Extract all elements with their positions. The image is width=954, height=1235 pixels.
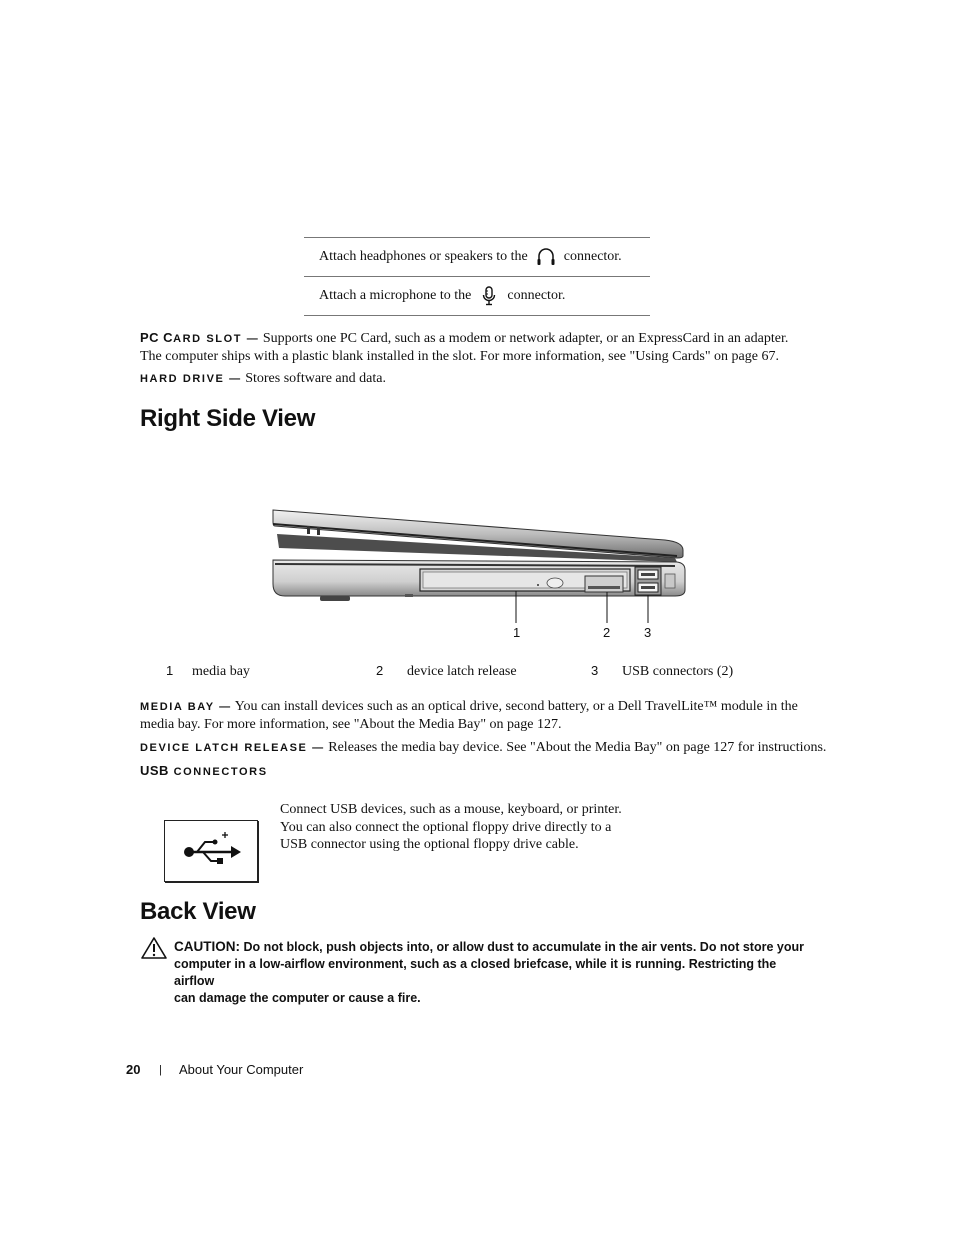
caution-notice (174, 938, 814, 1007)
pc-card-text-2: The computer ships with a plastic blank installed in the slot. For more information, see "Using Cards" on page 67. (140, 349, 779, 364)
caution-label: CAUTION: (174, 939, 240, 954)
pc-card-text-1: Supports one PC Card, such as a modem or network adapter, or an ExpressCard in an adapter. (262, 331, 789, 346)
footer-separator: | (159, 1064, 162, 1076)
legend-item-2: 2 device latch release (376, 663, 517, 679)
media-bay-text-2: media bay. For more information, see "About the Media Bay" on page 127. (140, 717, 562, 732)
device-latch-text: Releases the media bay device. See "About the Media Bay" on page 127 for instructions. (328, 740, 827, 755)
hard-drive-text: Stores software and data. (245, 371, 386, 386)
headphone-row-suffix: connector. (563, 249, 622, 264)
microphone-icon (478, 285, 500, 307)
pc-card-paragraph (140, 329, 820, 366)
caution-warning-icon (140, 936, 168, 960)
caution-text-3: can damage the computer or cause a fire. (174, 991, 421, 1005)
headphone-row (304, 237, 650, 276)
usb-description-line-3: USB connector using the optional floppy drive cable. (280, 837, 579, 852)
laptop-right-side-illustration (265, 500, 695, 635)
page-number: 20 (126, 1062, 141, 1077)
right-side-view-heading: Right Side View (140, 405, 316, 432)
usb-icon (165, 821, 257, 881)
connector-table (304, 237, 650, 316)
pc-card-term: PC CARD SLOT — (140, 330, 260, 345)
usb-icon-box (164, 820, 258, 882)
callout-3: 3 (644, 625, 652, 640)
microphone-row (304, 276, 650, 316)
legend-item-3: 3 USB connectors (2) (591, 663, 734, 679)
usb-description-line-2: You can also connect the optional floppy drive directly to a (280, 819, 612, 835)
media-bay-text-1: You can install devices such as an optical drive, second battery, or a Dell TravelLite™ module in the (234, 699, 798, 714)
legend-item-1: 1 media bay (166, 663, 250, 679)
microphone-row-text: Attach a microphone to the (319, 288, 472, 303)
chapter-title: About Your Computer (179, 1062, 304, 1077)
headphone-row-text: Attach headphones or speakers to the (319, 249, 528, 264)
hard-drive-term: HARD DRIVE — (140, 373, 242, 385)
usb-description-line-1: Connect USB devices, such as a mouse, keyboard, or printer. (280, 802, 622, 817)
media-bay-paragraph (140, 698, 820, 734)
hard-drive-paragraph (140, 370, 820, 388)
media-bay-term: MEDIA BAY — (140, 701, 232, 713)
usb-connectors-term: USB CONNECTORS (140, 763, 268, 778)
caution-text-2: computer in a low-airflow environment, such as a closed briefcase, while it is running. Restricting the airflow (174, 957, 777, 988)
callout-1: 1 (513, 625, 521, 640)
device-latch-paragraph (140, 739, 830, 757)
usb-description (280, 801, 622, 854)
headphones-icon (535, 246, 557, 268)
callout-2: 2 (603, 625, 611, 640)
back-view-heading: Back View (140, 898, 256, 925)
caution-text-1: Do not block, push objects into, or allow dust to accumulate in the air vents. Do not store your (243, 940, 804, 954)
microphone-row-suffix: connector. (507, 288, 566, 303)
device-latch-term: DEVICE LATCH RELEASE — (140, 742, 325, 754)
